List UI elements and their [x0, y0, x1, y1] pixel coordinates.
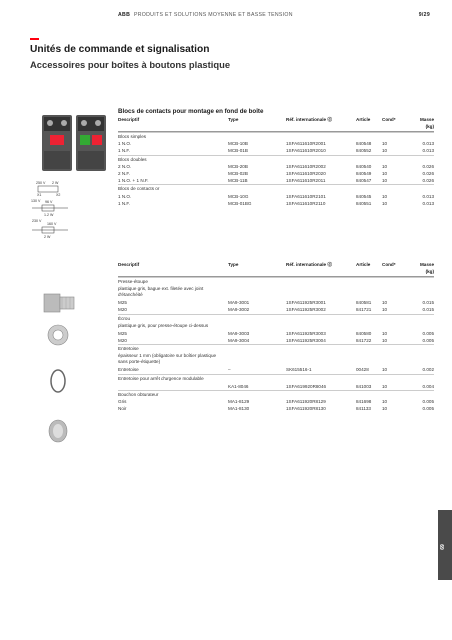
page-subtitle: Accessoires pour boîtes à boutons plastique [30, 59, 231, 70]
table-header-row [118, 262, 434, 277]
table-cell: 10 [382, 148, 388, 154]
table-cell: 840549 [356, 170, 372, 176]
table-cell: 840551 [356, 200, 372, 206]
svg-text:1.2 W: 1.2 W [44, 213, 54, 217]
contact-block-image [40, 113, 110, 175]
svg-text:2 W: 2 W [44, 235, 51, 239]
table-row [118, 193, 434, 200]
table-cell: 1 N.O. [118, 141, 132, 147]
table-cell: 840552 [356, 148, 372, 154]
table-cell: MCB-10B [228, 141, 248, 147]
svg-text:96 V: 96 V [45, 200, 53, 204]
table-cell: 10 [382, 170, 388, 176]
table-cell: 1 N.F. [118, 148, 130, 154]
table-cell: 1SFA611610R2011 [286, 178, 326, 184]
table-cell: 1SFA611925R3003 [286, 330, 326, 336]
cable-gland-image [40, 288, 80, 318]
table1-title: Blocs de contacts pour montage en fond de boîte [118, 108, 264, 115]
table-cell: MCB-20B [228, 163, 248, 169]
brand: ABB [118, 12, 131, 18]
table-cell: 10 [382, 200, 388, 206]
table-row [118, 405, 434, 412]
group-description: épaisseur 1 mm (obligatoire sur boîtier plastique sans porte-étiquette) [118, 353, 217, 365]
table-cell: 0.013 [422, 141, 434, 147]
table-cell: 0.013 [422, 193, 434, 199]
col-masse: Masse (kg) [419, 262, 434, 274]
table-cell: 841698 [356, 398, 372, 404]
group-heading: Blocs doubles [118, 155, 434, 163]
table-cell: 10 [382, 330, 388, 336]
col-descriptif: Descriptif [118, 262, 140, 267]
table-cell: 10 [382, 300, 388, 306]
table-cell: MA9-3002 [228, 307, 250, 313]
table-cell: 10 [382, 193, 388, 199]
table-cell: 0.013 [422, 200, 434, 206]
table-cell: SK615516-1 [286, 367, 312, 373]
table-cell: 1SFA611610R2002 [286, 163, 326, 169]
group-heading: Entretoise [118, 344, 434, 352]
group-heading: Écrou [118, 314, 434, 322]
table-row [118, 163, 434, 170]
svg-text:X1: X1 [37, 193, 42, 197]
table-cell: MCB-02B [228, 170, 248, 176]
table-cell: 10 [382, 367, 388, 373]
table-cell: 0.026 [422, 178, 434, 184]
group-heading: Presse-étoupe [118, 277, 434, 285]
table-cell: 2 N.F. [118, 170, 130, 176]
col-ref: Réf. internationale ⓓ [286, 262, 332, 267]
table-cell: 0.026 [422, 163, 434, 169]
table-cell: 840540 [356, 163, 372, 169]
table-row [118, 330, 434, 337]
table-cell: MCB-01B [228, 148, 248, 154]
table-cell: MCB-10G [228, 193, 249, 199]
table-cell: 1SFA611610R2110 [286, 200, 326, 206]
table-row [118, 177, 434, 184]
circuit-diagram [28, 178, 108, 240]
table-cell: 841133 [356, 406, 371, 412]
page-title: Unités de commande et signalisation [30, 44, 210, 55]
page-number: 9/29 [418, 12, 430, 18]
svg-text:2 W: 2 W [52, 181, 59, 185]
table-cell: 1SFA611925R3002 [286, 307, 326, 313]
table-cell: MA9-3003 [228, 330, 250, 336]
table-cell: 0.013 [422, 148, 434, 154]
table-cell: 0.005 [422, 330, 434, 336]
col-type: Type [228, 117, 239, 122]
col-article: Article [356, 262, 371, 267]
table-cell: 10 [382, 398, 388, 404]
col-masse: Masse (kg) [419, 117, 434, 129]
group-heading: Blocs de contacts or [118, 184, 434, 192]
accent-dash [30, 38, 39, 40]
nut-image [46, 323, 70, 347]
side-tab: 69 [438, 510, 452, 580]
table-cell: M25 [118, 300, 127, 306]
table-row [118, 383, 434, 390]
table-cell: Entretoise [118, 367, 139, 373]
table-cell: 840545 [356, 193, 372, 199]
col-ref: Réf. internationale ⓓ [286, 117, 332, 122]
col-cond: Cond* [382, 262, 396, 267]
table-cell: M20 [118, 307, 127, 313]
table-cell: M25 [118, 330, 127, 336]
table-cell: MA9-3001 [228, 300, 250, 306]
table-cell: 1SFA611610R2101 [286, 193, 326, 199]
table-cell: MCB-11B [228, 178, 248, 184]
table-cell: MA9-3004 [228, 337, 250, 343]
table-cell: 1SFA619920R8046 [286, 383, 327, 389]
table-row [118, 200, 434, 207]
table-row [118, 306, 434, 313]
table-cell: 840581 [356, 300, 372, 306]
table-cell: 10 [382, 383, 388, 389]
col-article: Article [356, 117, 371, 122]
table-cell: 10 [382, 307, 388, 313]
table-cell: MCB-01BG [228, 200, 252, 206]
table-cell: 2 N.O. [118, 163, 132, 169]
table-cell: 1SFA611920R8129 [286, 398, 326, 404]
table-cell: 1 N.O. [118, 193, 132, 199]
group-description: Entretoise pour arrêt d'urgence modulable [118, 374, 434, 383]
contact-blocks-table [118, 117, 434, 207]
table-cell: 1 N.F. [118, 200, 130, 206]
svg-text:X2: X2 [56, 193, 61, 197]
svg-text:130 V: 130 V [31, 199, 41, 203]
table-row [118, 366, 434, 373]
table-row [118, 147, 434, 154]
table-cell: 0.005 [422, 406, 434, 412]
table-cell: – [228, 367, 231, 373]
table-cell: 841722 [356, 337, 372, 343]
table-cell: 0.005 [422, 337, 434, 343]
group-description: plastique gris, pour presse-étoupe ci-dessus [118, 322, 209, 328]
table-cell: 1SFA611610R2020 [286, 170, 326, 176]
table-cell: 1 N.O. + 1 N.F. [118, 178, 149, 184]
table-cell: 841721 [356, 307, 372, 313]
table-cell: 1SFA611925R3004 [286, 337, 326, 343]
table-row [118, 398, 434, 405]
col-type: Type [228, 262, 239, 267]
table-cell: 0.005 [422, 398, 434, 404]
table-cell: 840547 [356, 178, 372, 184]
table-cell: M20 [118, 337, 127, 343]
table-cell: 00428 [356, 367, 369, 373]
table-cell: 1SFA611920R8130 [286, 406, 326, 412]
svg-text:230 V: 230 V [32, 219, 42, 223]
table-cell: Noir [118, 406, 127, 412]
table-row [118, 299, 434, 306]
table-cell: 0.002 [422, 367, 434, 373]
table-cell: 10 [382, 406, 388, 412]
group-description: plastique gris, bague ext. filetée avec joint d'étanchéité [118, 286, 204, 298]
table-cell: 10 [382, 141, 388, 147]
svg-text:160 V: 160 V [47, 222, 57, 226]
accessories-table [118, 262, 434, 412]
table-cell: 1SFA611610R2001 [286, 141, 326, 147]
plug-image [46, 418, 70, 444]
table-cell: 841003 [356, 383, 372, 389]
table-cell: 10 [382, 178, 388, 184]
group-heading: Blocs simples [118, 132, 434, 140]
table-cell: MA1-8129 [228, 398, 250, 404]
table-cell: 0.015 [422, 307, 434, 313]
table-cell: 1SFA611610R2010 [286, 148, 326, 154]
table-header-row [118, 117, 434, 132]
col-descriptif: Descriptif [118, 117, 140, 122]
spacer-ring-image [46, 368, 70, 394]
group-heading: Bouchon obturateur [118, 390, 434, 398]
col-cond: Cond* [382, 117, 396, 122]
table-row [118, 170, 434, 177]
table-cell: 840548 [356, 141, 372, 147]
table-cell: 0.015 [422, 300, 434, 306]
svg-text:250 V: 250 V [36, 181, 46, 185]
table-cell: MA1-8130 [228, 406, 250, 412]
table-cell: 10 [382, 163, 388, 169]
table-cell: 0.004 [422, 383, 434, 389]
table-row [118, 140, 434, 147]
table-cell: 0.026 [422, 170, 434, 176]
table-cell: 1SFA611925R3001 [286, 300, 326, 306]
table-cell: KA1-8046 [228, 383, 249, 389]
table-cell: Gris [118, 398, 127, 404]
section-title: PRODUITS ET SOLUTIONS MOYENNE ET BASSE TENSION [134, 12, 293, 18]
table-cell: 840580 [356, 330, 372, 336]
table-row [118, 337, 434, 344]
table-cell: 10 [382, 337, 388, 343]
